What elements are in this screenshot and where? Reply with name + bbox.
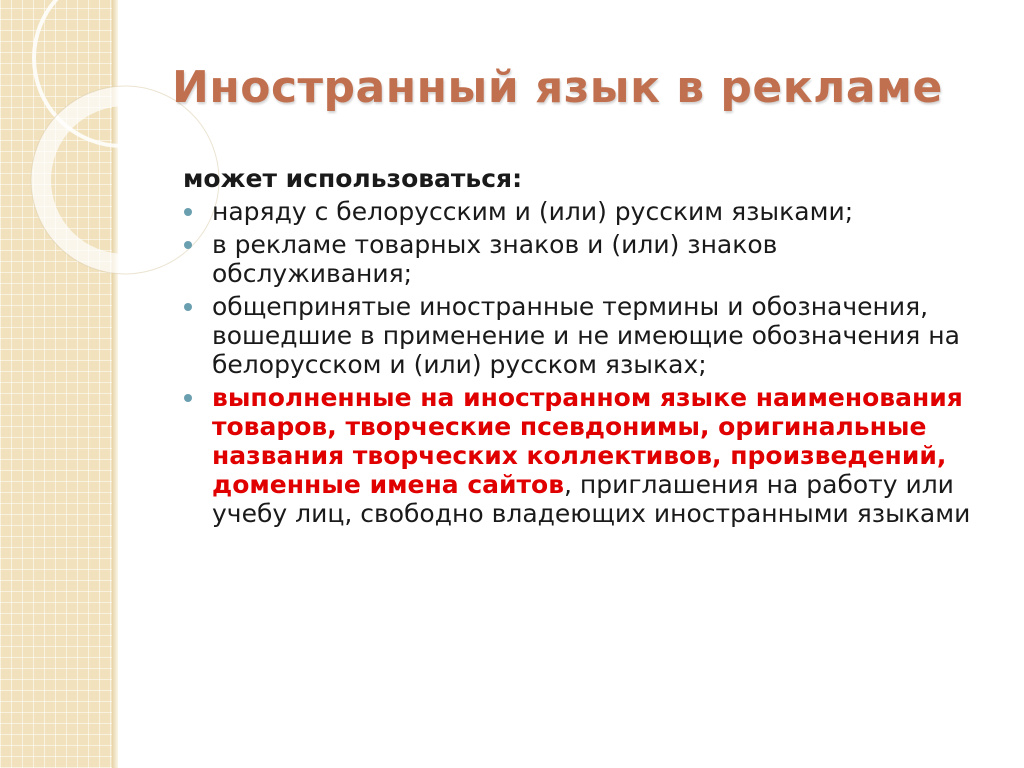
bullet-item	[183, 292, 983, 379]
bullet-text-rest: , приглашения на работу или учебу лиц, свободно владеющих иностранными языками	[212, 470, 971, 528]
bullet-dot-icon	[184, 303, 192, 311]
intro-text: может использоваться:	[183, 164, 523, 193]
bullet-item	[183, 230, 983, 288]
bullet-list	[183, 197, 983, 528]
bullet-dot-icon	[184, 394, 192, 402]
bullet-item	[183, 197, 983, 226]
bullet-text: в рекламе товарных знаков и (или) знаков обслуживания;	[212, 230, 778, 288]
bullet-dot-icon	[184, 208, 192, 216]
highlighted-text: выполненные на иностранном языке наименования товаров, творческие псевдонимы, оригинальные названия творческих коллективов, произведений, доменные имена сайтов	[212, 383, 963, 499]
bullet-text: общепринятые иностранные термины и обозначения, вошедшие в применение и не имеющие обозначения на белорусском и (или) русском языках;	[212, 292, 960, 379]
bullet-dot-icon	[184, 241, 192, 249]
bullet-text: наряду с белорусским и (или) русским языками;	[212, 197, 854, 226]
bullet-item	[183, 383, 983, 528]
slide-title: Иностранный язык в рекламе	[172, 62, 943, 113]
slide-content	[183, 164, 983, 532]
